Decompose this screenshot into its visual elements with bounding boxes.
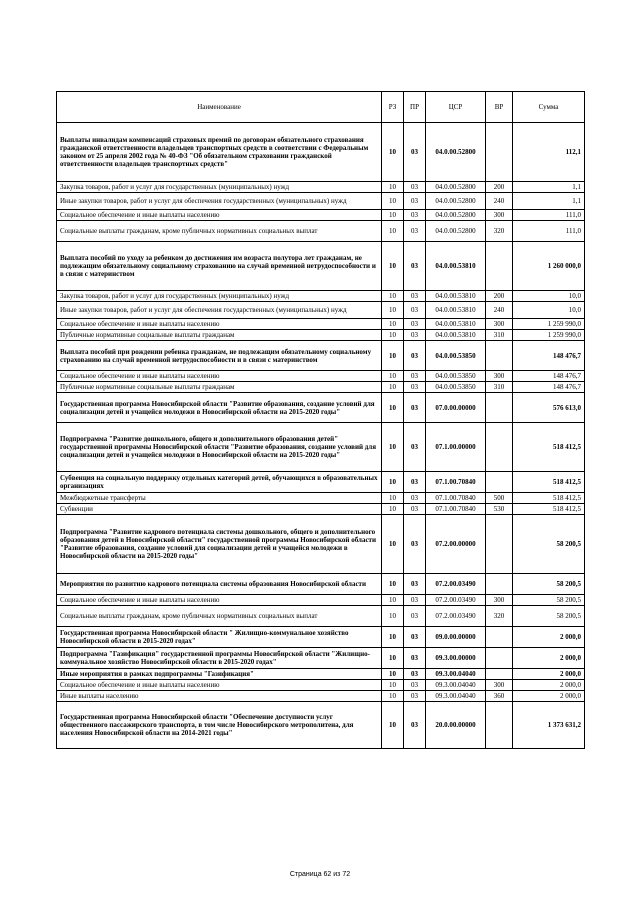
cell-csr: 04.0.00.53850 [426, 341, 486, 371]
cell-pr: 03 [404, 291, 426, 302]
cell-name: Социальное обеспечение и иные выплаты населению [57, 319, 382, 330]
cell-pr: 03 [404, 627, 426, 648]
cell-pr: 03 [404, 702, 426, 749]
header-csr: ЦСР [426, 92, 486, 123]
cell-sum: 518 412,5 [513, 423, 585, 472]
cell-pr: 03 [404, 515, 426, 574]
cell-sum: 1 260 000,0 [513, 242, 585, 291]
cell-pr: 03 [404, 371, 426, 382]
cell-pr: 03 [404, 606, 426, 627]
cell-rz: 10 [382, 669, 404, 680]
table-row [57, 123, 585, 182]
cell-name: Закупка товаров, работ и услуг для государственных (муниципальных) нужд [57, 291, 382, 302]
table-row [57, 210, 585, 221]
cell-pr: 03 [404, 472, 426, 493]
cell-csr: 04.0.00.53810 [426, 302, 486, 319]
cell-sum: 111,0 [513, 221, 585, 242]
cell-sum: 518 412,5 [513, 472, 585, 493]
cell-vr [486, 242, 513, 291]
cell-name: Социальные выплаты гражданам, кроме публичных нормативных социальных выплат [57, 221, 382, 242]
table-row [57, 504, 585, 515]
cell-rz: 10 [382, 193, 404, 210]
cell-rz: 10 [382, 182, 404, 193]
cell-name: Иные мероприятия в рамках подпрограммы "Газификация" [57, 669, 382, 680]
cell-pr: 03 [404, 193, 426, 210]
cell-csr: 07.2.00.03490 [426, 606, 486, 627]
cell-name: Мероприятия по развитию кадрового потенциала системы образования Новосибирской области [57, 574, 382, 595]
cell-sum: 1,1 [513, 182, 585, 193]
cell-vr [486, 123, 513, 182]
cell-csr: 09.3.00.04040 [426, 680, 486, 691]
cell-name: Государственная программа Новосибирской области "Развитие образования, создание условий для социализации детей и учащейся молодежи в Новосибирской области на 2015-2020 годы" [57, 393, 382, 423]
cell-sum: 2 000,0 [513, 680, 585, 691]
cell-sum: 58 200,5 [513, 574, 585, 595]
cell-sum: 518 412,5 [513, 493, 585, 504]
cell-rz: 10 [382, 341, 404, 371]
cell-sum: 2 000,0 [513, 691, 585, 702]
cell-rz: 10 [382, 123, 404, 182]
table-row [57, 302, 585, 319]
cell-name: Подпрограмма "Развитие дошкольного, общего и дополнительного образования детей" государственной программы Новосибирской области "Развитие образования, создание условий для социализации детей и учащейся молодежи в Новосибирской области на 2015-2020 годы" [57, 423, 382, 472]
cell-pr: 03 [404, 302, 426, 319]
table-row [57, 291, 585, 302]
cell-vr: 240 [486, 193, 513, 210]
table-body [57, 123, 585, 749]
cell-name: Подпрограмма "Развитие кадрового потенциала системы дошкольного, общего и дополнительного образования детей в Новосибирской области" государственной программы Новосибирской области "Развитие образования, создание условий для социализации детей и учащейся молодежи в Новосибирской области на 2015-2020 годы" [57, 515, 382, 574]
cell-name: Закупка товаров, работ и услуг для государственных (муниципальных) нужд [57, 182, 382, 193]
cell-vr [486, 515, 513, 574]
table-row [57, 606, 585, 627]
table-row [57, 371, 585, 382]
cell-vr [486, 472, 513, 493]
header-sum: Сумма [513, 92, 585, 123]
cell-vr: 240 [486, 302, 513, 319]
cell-csr: 04.0.00.52800 [426, 123, 486, 182]
cell-name: Социальное обеспечение и иные выплаты населению [57, 680, 382, 691]
cell-rz: 10 [382, 393, 404, 423]
cell-name: Иные закупки товаров, работ и услуг для обеспечения государственных (муниципальных) нужд [57, 193, 382, 210]
cell-name: Иные выплаты населению [57, 691, 382, 702]
cell-sum: 58 200,5 [513, 515, 585, 574]
table-row [57, 319, 585, 330]
cell-sum: 10,0 [513, 302, 585, 319]
cell-rz: 10 [382, 515, 404, 574]
cell-vr: 320 [486, 606, 513, 627]
cell-pr: 03 [404, 330, 426, 341]
cell-sum: 148 476,7 [513, 341, 585, 371]
cell-vr [486, 423, 513, 472]
table-row [57, 330, 585, 341]
cell-pr: 03 [404, 123, 426, 182]
cell-sum: 2 000,0 [513, 627, 585, 648]
cell-rz: 10 [382, 330, 404, 341]
cell-sum: 1,1 [513, 193, 585, 210]
table-row [57, 493, 585, 504]
cell-name: Социальное обеспечение и иные выплаты населению [57, 595, 382, 606]
cell-csr: 04.0.00.53850 [426, 371, 486, 382]
cell-csr: 07.1.00.70840 [426, 504, 486, 515]
cell-csr: 04.0.00.52800 [426, 221, 486, 242]
cell-rz: 10 [382, 242, 404, 291]
cell-sum: 10,0 [513, 291, 585, 302]
cell-pr: 03 [404, 423, 426, 472]
table-row [57, 193, 585, 210]
cell-pr: 03 [404, 341, 426, 371]
cell-vr: 320 [486, 221, 513, 242]
cell-vr [486, 341, 513, 371]
cell-sum: 112,1 [513, 123, 585, 182]
cell-name: Публичные нормативные социальные выплаты гражданам [57, 382, 382, 393]
cell-name: Государственная программа Новосибирской области " Жилищно-коммунальное хозяйство Новосибирской области в 2015-2020 годах" [57, 627, 382, 648]
table-row [57, 341, 585, 371]
cell-csr: 09.3.00.00000 [426, 648, 486, 669]
cell-csr: 04.0.00.53810 [426, 319, 486, 330]
cell-csr: 04.0.00.53810 [426, 242, 486, 291]
cell-csr: 07.0.00.00000 [426, 393, 486, 423]
cell-sum: 576 613,0 [513, 393, 585, 423]
cell-sum: 58 200,5 [513, 595, 585, 606]
cell-sum: 111,0 [513, 210, 585, 221]
cell-csr: 04.0.00.52800 [426, 193, 486, 210]
cell-vr [486, 627, 513, 648]
cell-vr [486, 393, 513, 423]
cell-csr: 20.0.00.00000 [426, 702, 486, 749]
cell-pr: 03 [404, 691, 426, 702]
cell-rz: 10 [382, 210, 404, 221]
table-row [57, 648, 585, 669]
cell-csr: 04.0.00.53850 [426, 382, 486, 393]
cell-csr: 09.0.00.00000 [426, 627, 486, 648]
page-number: Страница 62 из 72 [289, 871, 351, 878]
cell-rz: 10 [382, 472, 404, 493]
cell-vr: 300 [486, 595, 513, 606]
header-vr: ВР [486, 92, 513, 123]
cell-rz: 10 [382, 423, 404, 472]
cell-pr: 03 [404, 504, 426, 515]
cell-vr: 200 [486, 182, 513, 193]
cell-csr: 07.2.00.03490 [426, 574, 486, 595]
table-row [57, 595, 585, 606]
cell-vr: 300 [486, 680, 513, 691]
cell-name: Выплата пособий при рождении ребенка гражданам, не подлежащим обязательному социальному страхованию на случай временной нетрудоспособности и в связи с материнством [57, 341, 382, 371]
cell-name: Субвенция на социальную поддержку отдельных категорий детей, обучающихся в образовательных организациях [57, 472, 382, 493]
cell-pr: 03 [404, 382, 426, 393]
cell-csr: 09.3.00.04040 [426, 691, 486, 702]
cell-rz: 10 [382, 291, 404, 302]
cell-rz: 10 [382, 680, 404, 691]
cell-sum: 1 259 990,0 [513, 330, 585, 341]
table-row [57, 221, 585, 242]
cell-sum: 518 412,5 [513, 504, 585, 515]
cell-rz: 10 [382, 702, 404, 749]
cell-pr: 03 [404, 574, 426, 595]
cell-name: Иные закупки товаров, работ и услуг для обеспечения государственных (муниципальных) нужд [57, 302, 382, 319]
cell-sum: 148 476,7 [513, 382, 585, 393]
cell-rz: 10 [382, 574, 404, 595]
header-pr: ПР [404, 92, 426, 123]
header-rz: РЗ [382, 92, 404, 123]
cell-name: Подпрограмма "Газификация" государственной программы Новосибирской области "Жилищно-коммунальное хозяйство Новосибирской области в 2015-2020 годах" [57, 648, 382, 669]
cell-pr: 03 [404, 221, 426, 242]
cell-pr: 03 [404, 182, 426, 193]
table-row [57, 242, 585, 291]
table-row [57, 423, 585, 472]
cell-csr: 07.1.00.00000 [426, 423, 486, 472]
cell-name: Субвенции [57, 504, 382, 515]
table-row [57, 691, 585, 702]
table-row [57, 680, 585, 691]
cell-name: Социальное обеспечение и иные выплаты населению [57, 371, 382, 382]
table-row [57, 702, 585, 749]
cell-pr: 03 [404, 319, 426, 330]
cell-pr: 03 [404, 669, 426, 680]
cell-csr: 07.1.00.70840 [426, 472, 486, 493]
cell-pr: 03 [404, 648, 426, 669]
cell-rz: 10 [382, 493, 404, 504]
cell-vr: 310 [486, 330, 513, 341]
table-row [57, 574, 585, 595]
cell-rz: 10 [382, 595, 404, 606]
cell-vr: 300 [486, 371, 513, 382]
cell-name: Социальное обеспечение и иные выплаты населению [57, 210, 382, 221]
cell-rz: 10 [382, 371, 404, 382]
table-row [57, 669, 585, 680]
cell-sum: 2 000,0 [513, 648, 585, 669]
budget-table [56, 91, 585, 749]
cell-csr: 07.2.00.03490 [426, 595, 486, 606]
cell-rz: 10 [382, 648, 404, 669]
cell-rz: 10 [382, 319, 404, 330]
cell-name: Межбюджетные трансферты [57, 493, 382, 504]
cell-name: Выплата пособий по уходу за ребенком до достижения им возраста полутора лет гражданам, не подлежащим обязательному социальному страхованию на случай временной нетрудоспособности и в связи с материнством [57, 242, 382, 291]
cell-sum: 1 373 631,2 [513, 702, 585, 749]
cell-vr: 200 [486, 291, 513, 302]
cell-csr: 04.0.00.53810 [426, 291, 486, 302]
cell-csr: 04.0.00.52800 [426, 210, 486, 221]
cell-name: Государственная программа Новосибирской области "Обеспечение доступности услуг общественного пассажирского транспорта, в том числе Новосибирского метрополитена, для населения Новосибирской области на 2014-2021 годы" [57, 702, 382, 749]
cell-pr: 03 [404, 595, 426, 606]
table-row [57, 393, 585, 423]
cell-name: Выплаты инвалидам компенсаций страховых премий по договорам обязательного страхования гражданской ответственности владельцев транспортных средств в соответствии с Федеральным законом от 25 апреля 2002 года № 40-ФЗ "Об обязательном страховании гражданской ответственности владельцев транспортных средств" [57, 123, 382, 182]
cell-rz: 10 [382, 606, 404, 627]
cell-csr: 04.0.00.53810 [426, 330, 486, 341]
cell-rz: 10 [382, 627, 404, 648]
cell-vr [486, 648, 513, 669]
cell-sum: 58 200,5 [513, 606, 585, 627]
cell-rz: 10 [382, 504, 404, 515]
table-row [57, 182, 585, 193]
cell-pr: 03 [404, 393, 426, 423]
cell-name: Социальные выплаты гражданам, кроме публичных нормативных социальных выплат [57, 606, 382, 627]
cell-pr: 03 [404, 680, 426, 691]
cell-pr: 03 [404, 210, 426, 221]
cell-vr: 300 [486, 319, 513, 330]
cell-csr: 04.0.00.52800 [426, 182, 486, 193]
cell-rz: 10 [382, 382, 404, 393]
cell-rz: 10 [382, 691, 404, 702]
cell-vr: 310 [486, 382, 513, 393]
table-header-row [57, 92, 585, 123]
cell-pr: 03 [404, 242, 426, 291]
cell-rz: 10 [382, 302, 404, 319]
cell-sum: 148 476,7 [513, 371, 585, 382]
cell-vr [486, 669, 513, 680]
table-row [57, 627, 585, 648]
table-row [57, 472, 585, 493]
cell-vr [486, 702, 513, 749]
cell-sum: 2 000,0 [513, 669, 585, 680]
cell-csr: 09.3.00.04040 [426, 669, 486, 680]
cell-sum: 1 259 990,0 [513, 319, 585, 330]
table-row [57, 382, 585, 393]
cell-vr: 530 [486, 504, 513, 515]
header-name: Наименование [57, 92, 382, 123]
cell-rz: 10 [382, 221, 404, 242]
cell-name: Публичные нормативные социальные выплаты гражданам [57, 330, 382, 341]
cell-vr [486, 574, 513, 595]
cell-pr: 03 [404, 493, 426, 504]
cell-csr: 07.1.00.70840 [426, 493, 486, 504]
table-row [57, 515, 585, 574]
cell-vr: 360 [486, 691, 513, 702]
cell-csr: 07.2.00.00000 [426, 515, 486, 574]
cell-vr: 300 [486, 210, 513, 221]
cell-vr: 500 [486, 493, 513, 504]
